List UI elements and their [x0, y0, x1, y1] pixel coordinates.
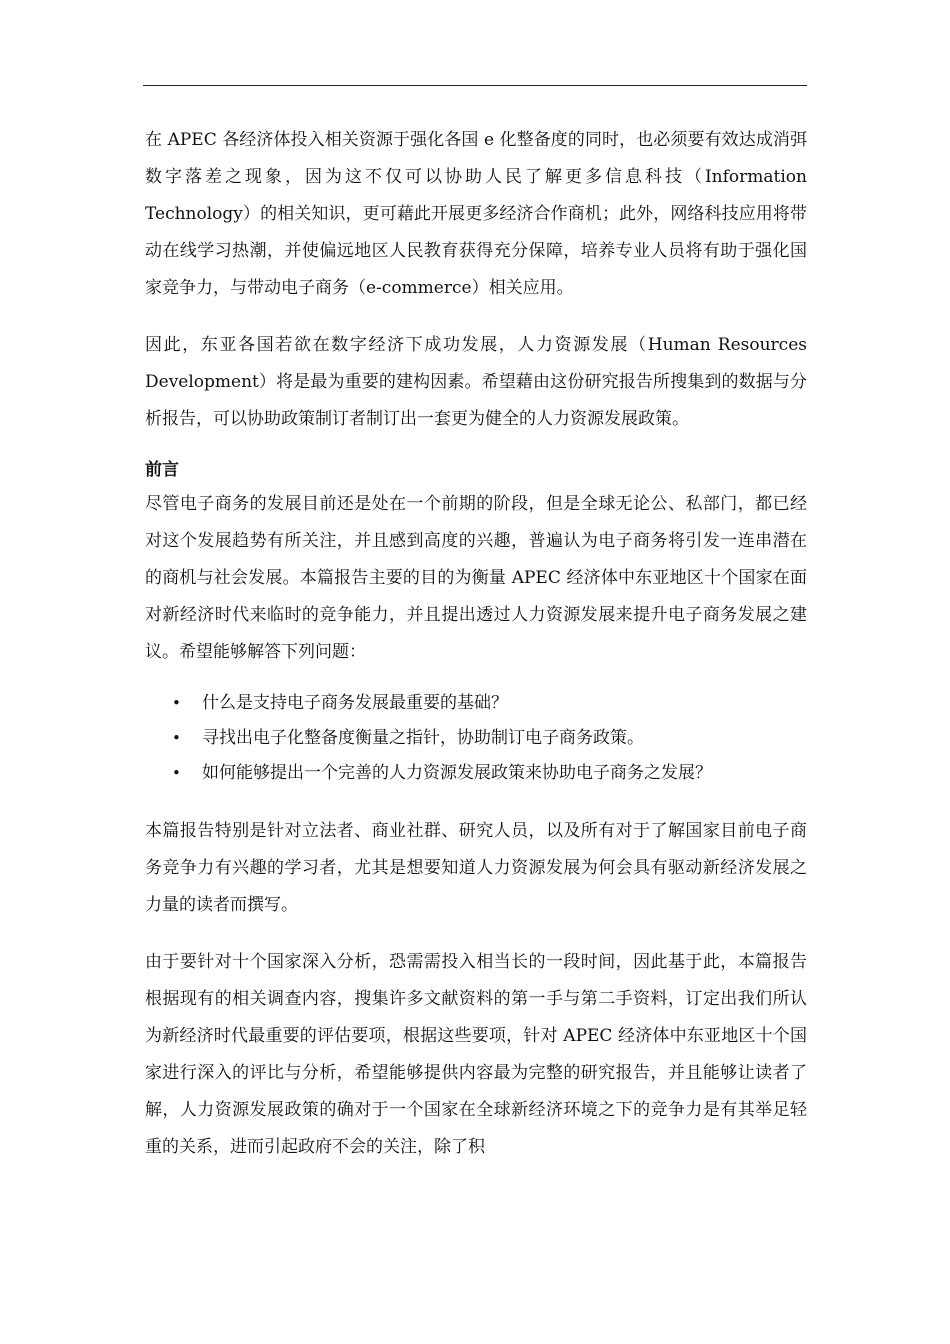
list-item — [145, 686, 807, 721]
bullet-icon: • — [172, 729, 181, 747]
bullet-icon: • — [172, 764, 181, 782]
question-list — [145, 686, 807, 791]
list-item-text: 如何能够提出一个完善的人力资源发展政策来协助电子商务之发展？ — [202, 763, 712, 783]
list-item-text: 什么是支持电子商务发展最重要的基础？ — [202, 693, 508, 713]
header-rule — [143, 85, 807, 86]
paragraph-methodology: 由于要针对十个国家深入分析，恐需需投入相当长的一段时间，因此基于此，本篇报告根据现有的相关调查内容，搜集许多文献资料的第一手与第二手资料，订定出我们所认为新经济时代最重要的评估要项，根据这些要项，针对 APEC 经济体中东亚地区十个国家进行深入的评比与分析，希望能够提供内容最为完整的研究报告，并且能够让读者了解，人力资源发展政策的确对于一个国家在全球新经济环境之下的竞争力是有其举足轻重的关系，进而引起政府不会的关注，除了积 — [145, 952, 807, 1157]
section-heading: 前言 — [145, 460, 179, 480]
paragraph-human-resources: 因此，东亚各国若欲在数字经济下成功发展，人力资源发展（Human Resources Development）将是最为重要的建构因素。希望藉由这份研究报告所搜集到的数据与分析报告，可以协助政策制订者制订出一套更为健全的人力资源发展政策。 — [145, 335, 807, 429]
list-item — [145, 756, 807, 791]
list-item — [145, 721, 807, 756]
bullet-icon: • — [172, 694, 181, 712]
document-body — [145, 122, 807, 1166]
paragraph-audience: 本篇报告特别是针对立法者、商业社群、研究人员，以及所有对于了解国家目前电子商务竞争力有兴趣的学习者，尤其是想要知道人力资源发展为何会具有驱动新经济发展之力量的读者而撰写。 — [145, 821, 807, 915]
list-item-text: 寻找出电子化整备度衡量之指针，协助制订电子商务政策。 — [202, 728, 644, 748]
paragraph-apec-e-readiness: 在 APEC 各经济体投入相关资源于强化各国 e 化整备度的同时，也必须要有效达成消弭数字落差之现象，因为这不仅可以协助人民了解更多信息科技（Information Technology）的相关知识，更可藉此开展更多经济合作商机；此外，网络科技应用将带动在线学习热潮，并使偏远地区人民教育获得充分保障，培养专业人员将有助于强化国家竞争力，与带动电子商务（e-commerce）相关应用。 — [145, 130, 807, 298]
paragraph-intro: 尽管电子商务的发展目前还是处在一个前期的阶段，但是全球无论公、私部门，都已经对这个发展趋势有所关注，并且感到高度的兴趣，普遍认为电子商务将引发一连串潜在的商机与社会发展。本篇报告主要的目的为衡量 APEC 经济体中东亚地区十个国家在面对新经济时代来临时的竞争能力，并且提出透过人力资源发展来提升电子商务发展之建议。希望能够解答下列问题： — [145, 494, 807, 662]
